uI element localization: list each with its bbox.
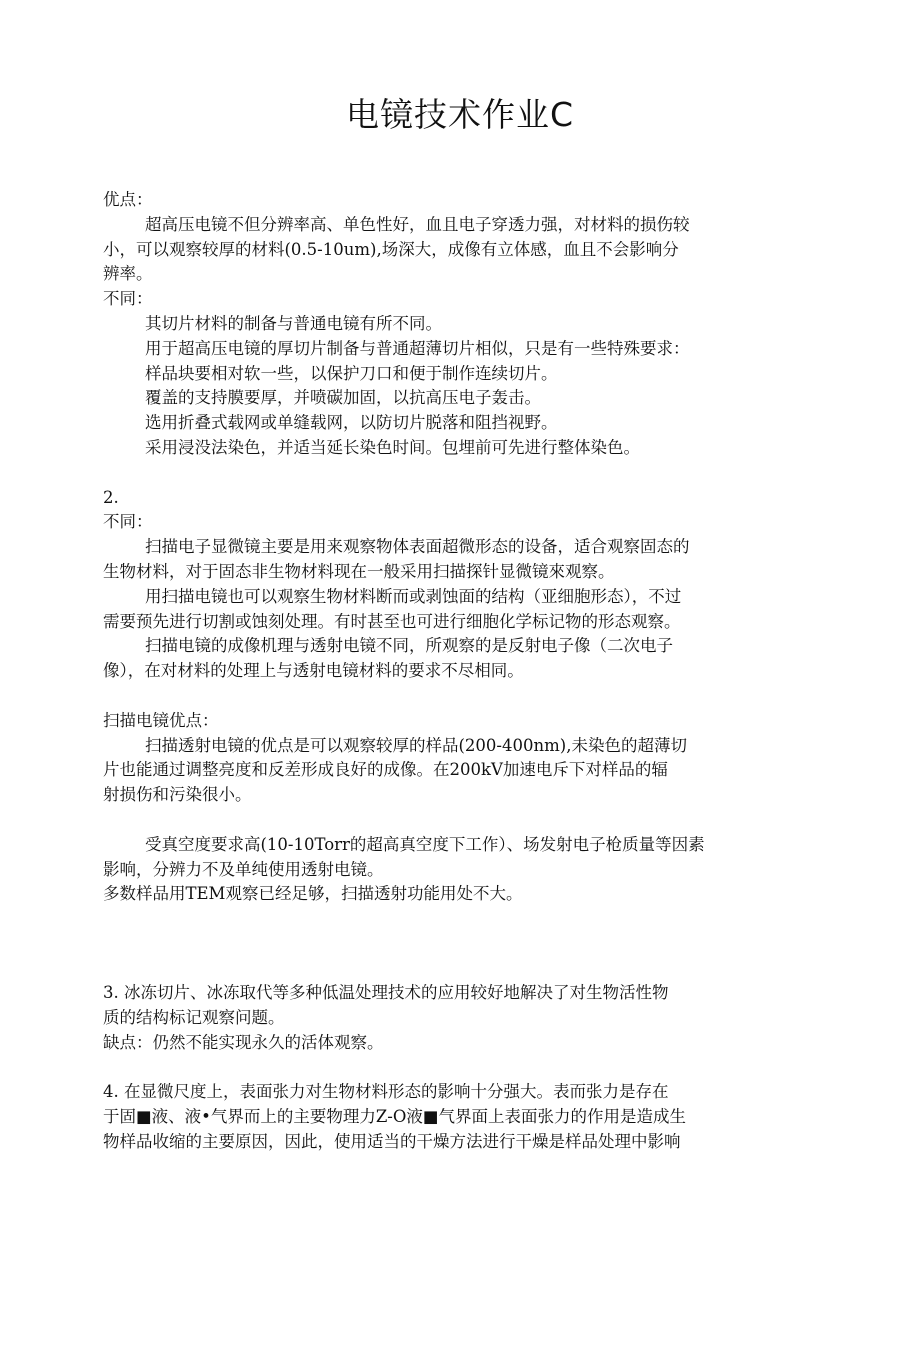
paragraph-line: 样品块要相对软一些，以保护刀口和便于制作连续切片。 (145, 363, 558, 383)
paragraph-line: 生物材料，对于固态非生物材料现在一般采用扫描探针显微镜來观察。 (103, 561, 615, 581)
spacer (103, 907, 823, 981)
document-title: 电镜技术作业C (345, 95, 575, 134)
paragraph-line: 于固■液、液•气界而上的主要物理力Z-O液■气界面上表面张力的作用是造成生 (103, 1107, 686, 1127)
paragraph-line: 像），在对材料的处理上与透射电镜材料的要求不尽相同。 (103, 661, 524, 681)
paragraph-line: 采用浸没法染色，并适当延长染色时间。包埋前可先进行整体染色。 (145, 437, 640, 457)
spacer (103, 461, 823, 486)
paragraph-line: 辨率。 (103, 264, 153, 284)
paragraph-line: 用于超高压电镜的厚切片制备与普通超薄切片相似，只是有一些特殊要求： (145, 338, 690, 358)
paragraph-line: 扫描电镜的成像机理与透射电镜不同，所观察的是反射电子像（二次电子 (145, 636, 673, 656)
paragraph-line: 影响，分辨力不及单纯使用透射电镜。 (103, 859, 384, 879)
paragraph-line: 片也能通过调整亮度和反差形成良好的成像。在200kV加速电斥下对样品的辐 (103, 760, 668, 780)
paragraph-line: 4. 在显微尺度上，表面张力对生物材料形态的影响十分强大。表而张力是存在 (103, 1082, 669, 1102)
spacer (103, 808, 823, 833)
paragraph-line: 质的结构标记观察问题。 (103, 1007, 285, 1027)
differences-label: 不同： (103, 512, 153, 532)
paragraph-line: 超高压电镜不但分辨率高、单色性好，血且电子穿透力强，对材料的损伤较 (145, 214, 690, 234)
paragraph-line: 需要预先进行切割或蚀刻处理。有时甚至也可进行细胞化学标记物的形态观察。 (103, 611, 681, 631)
section-number: 2. (103, 487, 119, 507)
paragraph-line: 小，可以观察较厚的材料(0.5-10um),场深大，成像有立体感，血且不会影响分 (103, 239, 679, 259)
spacer (103, 1056, 823, 1081)
drawback-line: 缺点：仍然不能实现永久的活体观察。 (103, 1032, 384, 1052)
spacer (103, 684, 823, 709)
paragraph-line: 射损伤和污染很小。 (103, 785, 252, 805)
paragraph-line: 覆盖的支持膜要厚，并喷碳加固，以抗高压电子轰击。 (145, 388, 541, 408)
advantages-label: 优点： (103, 190, 153, 209)
differences-label: 不同： (103, 289, 153, 309)
paragraph-line: 扫描透射电镜的优点是可以观察较厚的样品(200-400nm),未染色的超薄切 (145, 735, 687, 755)
paragraph-line: 3. 冰冻切片、冰冻取代等多种低温处理技术的应用较好地解决了对生物活性物 (103, 983, 669, 1003)
paragraph-line: 物样品收缩的主要原因，因此，使用适当的干燥方法进行干燥是样品处理中影响 (103, 1131, 681, 1151)
paragraph-line: 选用折叠式载网或单缝载网，以防切片脱落和阻挡视野。 (145, 413, 558, 433)
paragraph-line: 受真空度要求高(10-10Torr的超高真空度下工作）、场发射电子枪质量等因素 (145, 834, 705, 854)
paragraph-line: 其切片材料的制备与普通电镜有所不同。 (145, 313, 442, 333)
paragraph-line: 用扫描电镜也可以观察生物材料断而或剥蚀面的结构（亚细胞形态），不过 (145, 586, 682, 606)
document-body (103, 188, 823, 1155)
sem-advantages-label: 扫描电镜优点： (103, 710, 219, 730)
paragraph-line: 扫描电子显微镜主要是用来观察物体表面超微形态的设备，适合观察固态的 (145, 537, 690, 557)
paragraph-line: 多数样品用TEM观察已经足够，扫描透射功能用处不大。 (103, 884, 523, 904)
